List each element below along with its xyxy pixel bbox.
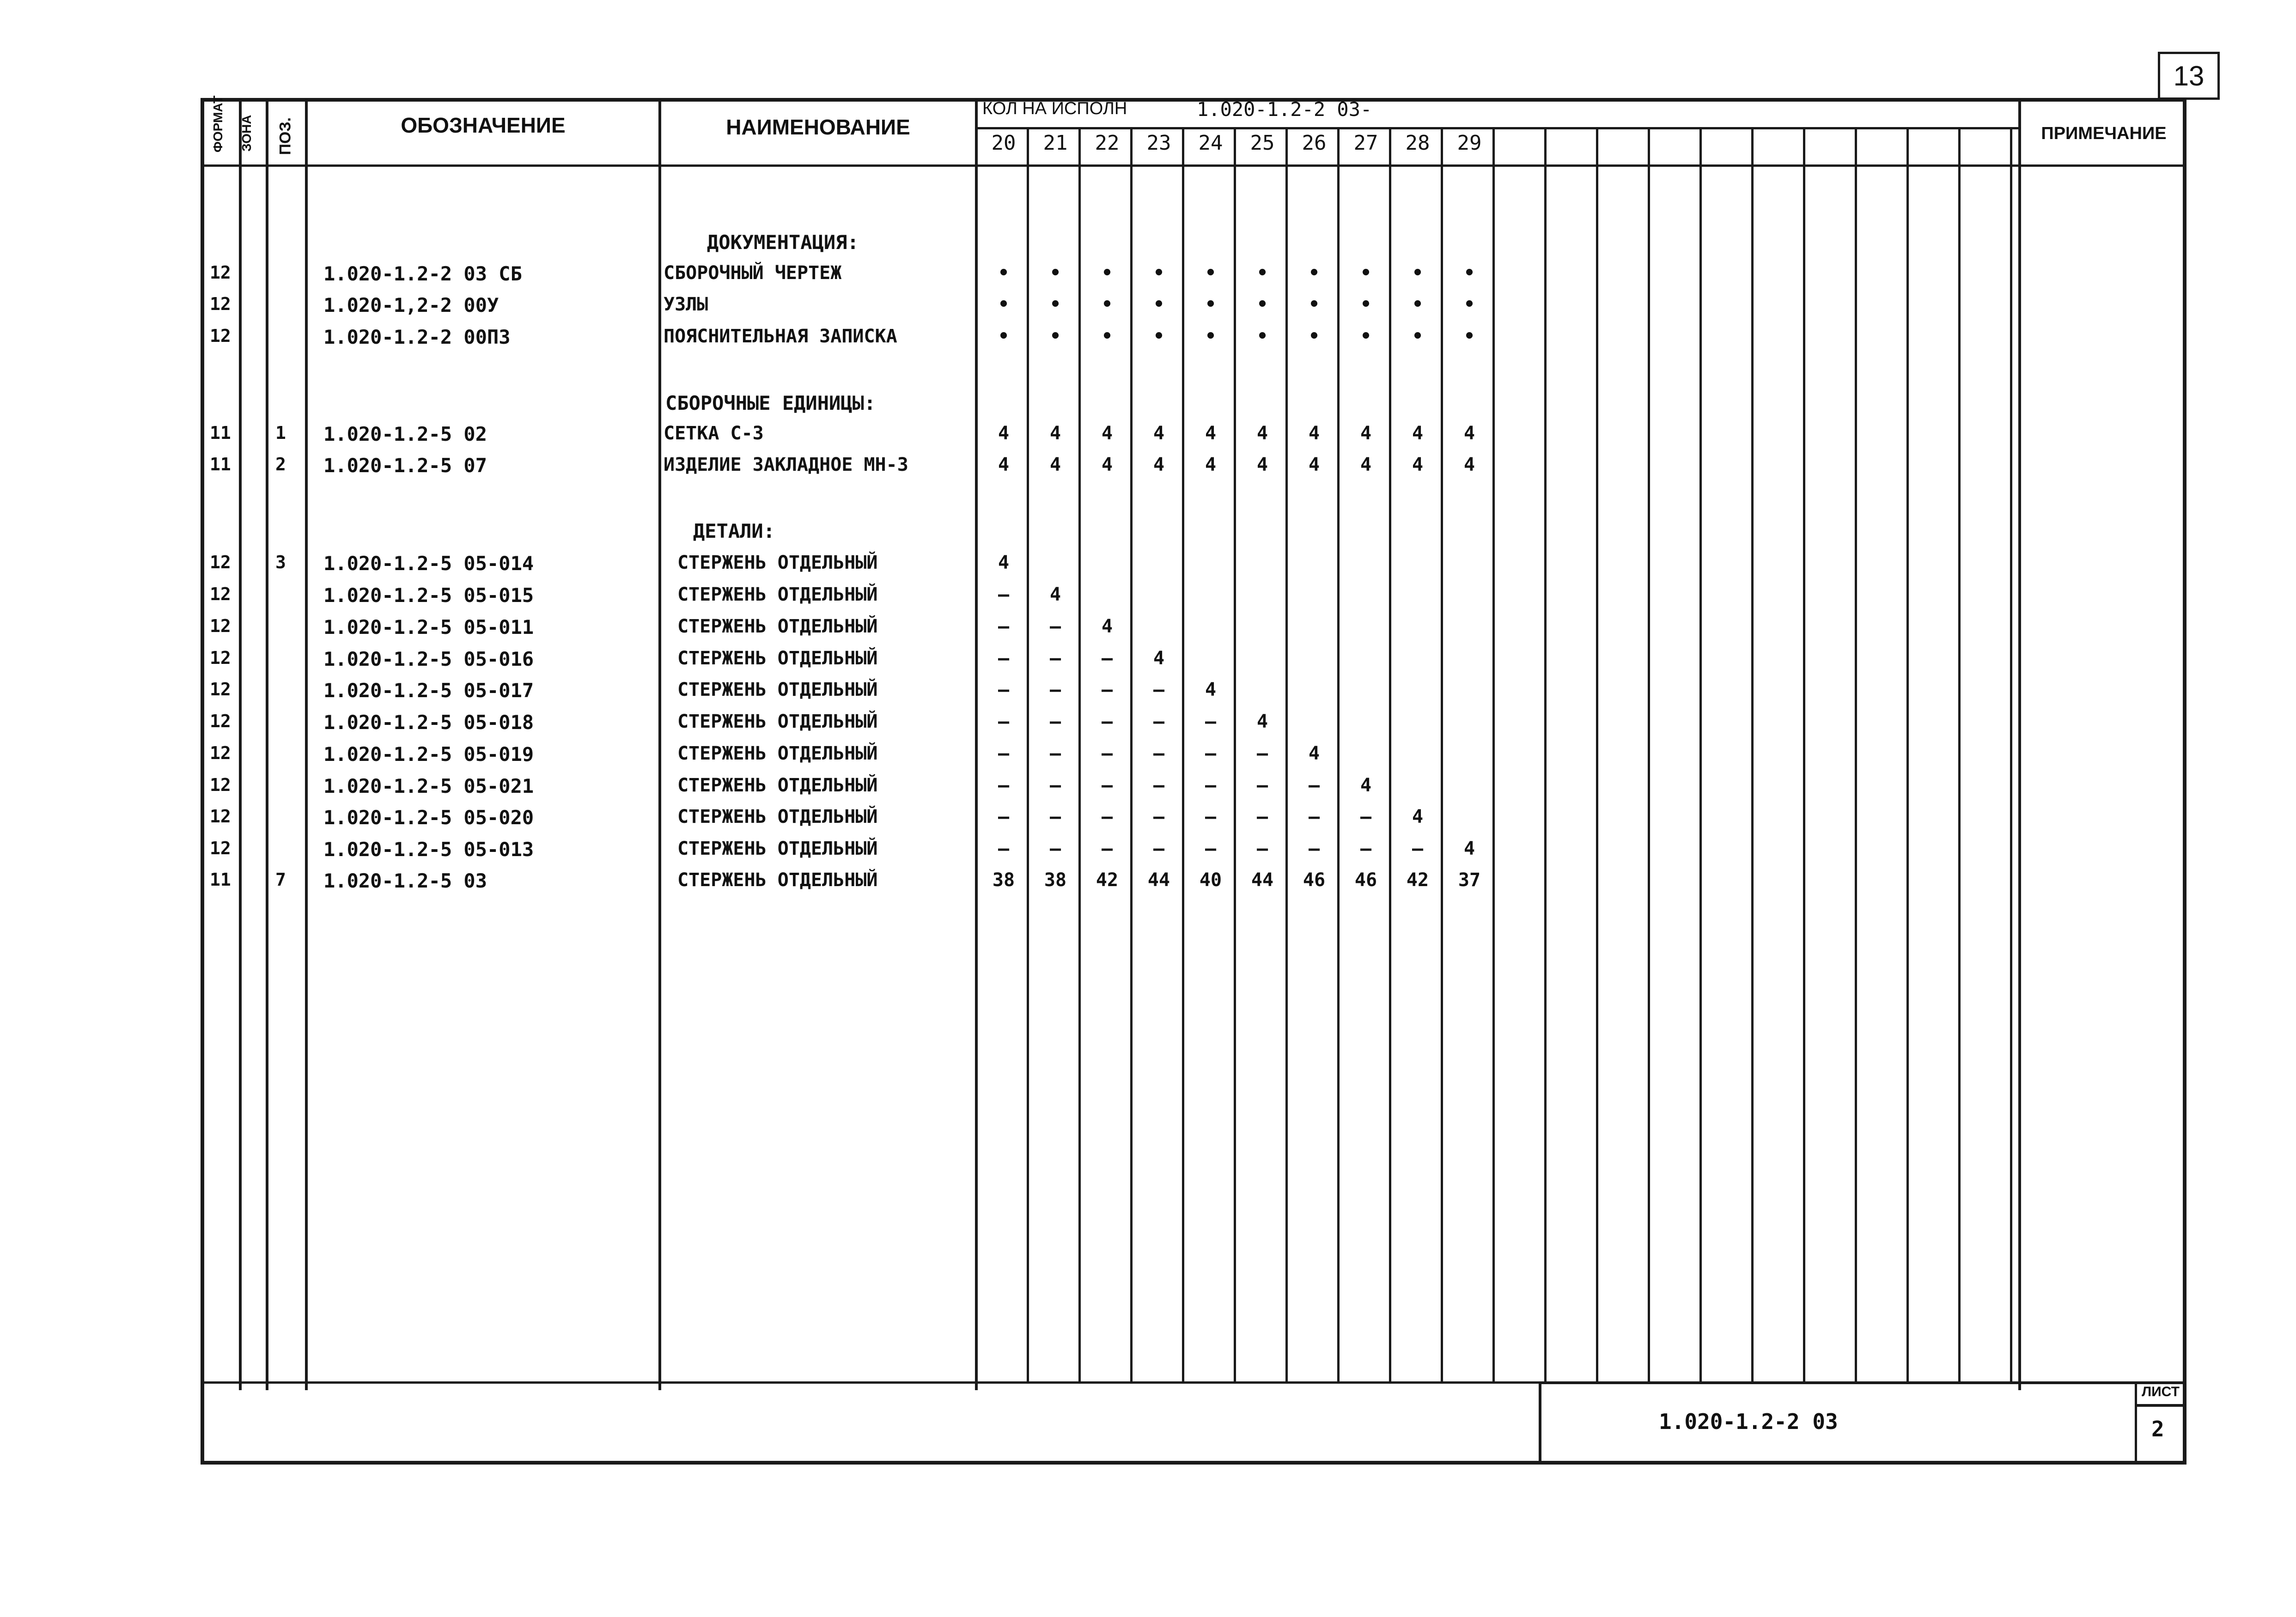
format-cell: 12 [210,743,231,763]
qty-cell: – [998,711,1010,732]
name-cell: СБОРОЧНЫЙ ЧЕРТЕЖ [664,262,842,284]
qty-cell: – [1412,838,1424,859]
qty-cell: – [1049,616,1061,637]
qty-col-divider [1441,127,1443,1382]
qty-cell: – [1360,806,1372,827]
qty-cell: 4 [1153,423,1165,444]
qty-cell: – [1049,806,1061,827]
variant-header: 24 [1198,131,1223,155]
format-cell: 11 [210,423,231,443]
qty-cell: 4 [1205,423,1217,444]
name-cell: СТЕРЖЕНЬ ОТДЕЛЬНЫЙ [677,869,878,891]
format-cell: 11 [210,869,231,890]
designation-cell: 1.020-1.2-5 05-018 [323,711,534,734]
qty-cell: 4 [1412,423,1424,444]
qty-cell: – [998,838,1010,859]
qty-col-divider [1648,127,1650,1382]
qty-cell: • [1256,326,1268,347]
qty-cell: 4 [1463,423,1475,444]
qty-cell: 4 [1360,775,1372,796]
title-block [1539,1381,2186,1465]
qty-cell: – [1256,838,1268,859]
designation-cell: 1.020-1.2-5 05-015 [323,584,534,607]
sheet-number: 2 [2151,1416,2164,1441]
col-divider [658,98,661,1390]
qty-cell: – [1101,648,1113,669]
qty-cell: • [1412,326,1424,347]
qty-cell: – [998,616,1010,637]
qty-cell: • [1360,326,1372,347]
qty-col-divider [1544,127,1547,1382]
qty-cell: • [998,294,1010,315]
name-cell: СЕТКА С-3 [664,423,764,444]
designation-cell: 1.020-1.2-5 05-011 [323,616,534,638]
name-cell: СТЕРЖЕНЬ ОТДЕЛЬНЫЙ [677,552,878,573]
qty-cell: 4 [1256,711,1268,732]
qty-cell: • [1153,262,1165,284]
qty-cell: – [1153,775,1165,796]
qty-cell: 4 [1205,454,1217,475]
variant-header: 27 [1353,131,1378,155]
qty-cell: – [998,775,1010,796]
header-bottom-line [201,164,2186,167]
qty-cell: • [1412,294,1424,315]
qty-cell: 4 [1153,648,1165,669]
name-cell: СТЕРЖЕНЬ ОТДЕЛЬНЫЙ [677,711,878,732]
designation-cell: 1.020-1.2-2 03 СБ [323,262,522,285]
qty-col-divider [2010,127,2012,1382]
qty-cell: – [1101,838,1113,859]
header-qty-label: КОЛ НА ИСПОЛН [982,99,1127,118]
col-divider [305,98,308,1390]
col-divider [2018,98,2021,1390]
variant-header: 23 [1146,131,1171,155]
qty-cell: – [998,743,1010,764]
qty-cell: 4 [1308,454,1320,475]
qty-cell: – [1256,806,1268,827]
format-cell: 12 [210,711,231,731]
qty-cell: 44 [1251,869,1274,891]
qty-cell: • [1412,262,1424,284]
qty-cell: • [1049,294,1061,315]
qty-cell: 37 [1458,869,1481,891]
variant-header: 21 [1043,131,1068,155]
format-cell: 12 [210,294,231,314]
qty-cell: • [1308,262,1320,284]
designation-cell: 1.020-1.2-5 05-014 [323,552,534,575]
name-cell: ИЗДЕЛИЕ ЗАКЛАДНОЕ МН-3 [664,454,908,475]
variant-header: 20 [991,131,1016,155]
designation-cell: 1.020-1.2-5 03 [323,869,487,892]
designation-cell: 1.020-1.2-5 05-021 [323,775,534,797]
qty-cell: • [1463,294,1475,315]
qty-cell: • [1205,326,1217,347]
name-cell: УЗЛЫ [664,294,708,315]
qty-cell: 4 [1101,616,1113,637]
qty-cell: 38 [1044,869,1067,891]
format-cell: 12 [210,775,231,795]
qty-cell: – [1308,806,1320,827]
name-cell: СТЕРЖЕНЬ ОТДЕЛЬНЫЙ [677,679,878,700]
qty-cell: 4 [1463,454,1475,475]
name-cell: СТЕРЖЕНЬ ОТДЕЛЬНЫЙ [677,743,878,764]
qty-cell: – [1153,838,1165,859]
qty-cell: – [1101,743,1113,764]
qty-cell: 4 [998,423,1010,444]
qty-cell: – [1205,775,1217,796]
qty-cell: – [1256,743,1268,764]
qty-cell: 4 [1360,423,1372,444]
header-pos: ПОЗ. [276,117,294,155]
designation-cell: 1.020-1.2-5 05-020 [323,806,534,829]
qty-cell: – [1101,806,1113,827]
qty-cell: – [1049,679,1061,700]
header-zone: ЗОНА [239,115,254,152]
designation-cell: 1.020-1.2-5 07 [323,454,487,477]
format-cell: 12 [210,552,231,572]
format-cell: 12 [210,679,231,699]
qty-cell: • [1256,294,1268,315]
qty-cell: – [1049,648,1061,669]
qty-cell: – [1101,775,1113,796]
qty-cell: 4 [1205,679,1217,700]
qty-cell: – [1205,838,1217,859]
qty-cell: – [1153,806,1165,827]
qty-cell: – [1049,743,1061,764]
qty-cell: – [1256,775,1268,796]
qty-cell: 4 [998,454,1010,475]
qty-subheader-line [975,127,2019,129]
qty-cell: • [1049,326,1061,347]
qty-cell: • [1256,262,1268,284]
designation-cell: 1.020-1,2-2 00У [323,294,499,316]
variant-header: 25 [1250,131,1275,155]
qty-cell: – [1205,743,1217,764]
variant-header: 26 [1302,131,1327,155]
qty-cell: • [998,262,1010,284]
header-qty-base: 1.020-1.2-2 03- [1197,98,1372,121]
qty-cell: – [998,648,1010,669]
qty-cell: – [1049,711,1061,732]
qty-cell: – [1308,838,1320,859]
sheet-label: ЛИСТ [2142,1384,2180,1399]
col-divider [266,98,268,1390]
qty-cell: 46 [1303,869,1326,891]
designation-cell: 1.020-1.2-5 05-013 [323,838,534,861]
qty-cell: – [1360,838,1372,859]
qty-col-divider [1699,127,1702,1382]
qty-cell: – [1205,711,1217,732]
qty-cell: 4 [1049,584,1061,605]
format-cell: 12 [210,262,231,283]
designation-cell: 1.020-1.2-5 05-016 [323,648,534,670]
name-cell: ПОЯСНИТЕЛЬНАЯ ЗАПИСКА [664,326,897,347]
qty-cell: 44 [1147,869,1170,891]
format-cell: 11 [210,454,231,474]
qty-cell: 40 [1199,869,1222,891]
qty-col-divider [1751,127,1754,1382]
qty-cell: • [1049,262,1061,284]
pos-cell: 7 [275,869,286,890]
qty-cell: 4 [1049,454,1061,475]
qty-cell: – [1205,806,1217,827]
format-cell: 12 [210,806,231,827]
qty-cell: 4 [1412,806,1424,827]
qty-cell: 38 [992,869,1015,891]
qty-cell: • [998,326,1010,347]
pos-cell: 2 [275,454,286,474]
pos-cell: 1 [275,423,286,443]
qty-cell: 42 [1096,869,1119,891]
designation-cell: 1.020-1.2-5 05-019 [323,743,534,766]
qty-cell: 4 [998,552,1010,573]
qty-cell: 4 [1256,454,1268,475]
qty-cell: 4 [1463,838,1475,859]
pos-cell: 3 [275,552,286,572]
qty-col-divider [1803,127,1805,1382]
qty-cell: 46 [1354,869,1377,891]
qty-cell: 4 [1308,423,1320,444]
header-note: ПРИМЕЧАНИЕ [2041,124,2167,143]
qty-cell: 4 [1412,454,1424,475]
format-cell: 12 [210,648,231,668]
qty-cell: • [1153,294,1165,315]
qty-col-divider [1389,127,1391,1382]
qty-cell: 4 [1360,454,1372,475]
qty-cell: 4 [1049,423,1061,444]
page-number-stamp [2158,52,2220,100]
variant-header: 22 [1095,131,1120,155]
col-divider [239,98,242,1390]
qty-cell: • [1463,326,1475,347]
qty-col-divider [1855,127,1857,1382]
qty-cell: • [1101,294,1113,315]
section-assemblies: СБОРОЧНЫЕ ЕДИНИЦЫ: [665,392,876,414]
qty-cell: 4 [1256,423,1268,444]
qty-cell: – [1153,679,1165,700]
designation-cell: 1.020-1.2-2 00ПЗ [323,326,511,348]
qty-cell: – [1049,838,1061,859]
designation-cell: 1.020-1.2-5 05-017 [323,679,534,702]
qty-cell: – [1153,711,1165,732]
name-cell: СТЕРЖЕНЬ ОТДЕЛЬНЫЙ [677,648,878,669]
format-cell: 12 [210,326,231,346]
format-cell: 12 [210,616,231,636]
qty-col-divider [1958,127,1961,1382]
section-documentation: ДОКУМЕНТАЦИЯ: [707,231,859,254]
qty-cell: – [1101,679,1113,700]
qty-cell: • [1101,262,1113,284]
qty-cell: • [1463,262,1475,284]
qty-cell: • [1101,326,1113,347]
variant-header: 28 [1405,131,1430,155]
qty-cell: • [1205,294,1217,315]
qty-cell: • [1360,294,1372,315]
page-number: 13 [2173,60,2205,91]
qty-cell: – [1101,711,1113,732]
format-cell: 12 [210,838,231,858]
qty-col-divider [1906,127,1909,1382]
qty-cell: – [1308,775,1320,796]
qty-cell: – [998,584,1010,605]
footer-doc-code: 1.020-1.2-2 03 [1659,1409,1838,1434]
qty-cell: 42 [1406,869,1429,891]
name-cell: СТЕРЖЕНЬ ОТДЕЛЬНЫЙ [677,838,878,859]
section-parts: ДЕТАЛИ: [693,520,775,542]
format-cell: 12 [210,584,231,604]
qty-cell: – [998,806,1010,827]
qty-cell: – [1049,775,1061,796]
qty-cell: – [998,679,1010,700]
qty-cell: 4 [1153,454,1165,475]
qty-col-divider [1492,127,1495,1382]
qty-cell: • [1308,326,1320,347]
name-cell: СТЕРЖЕНЬ ОТДЕЛЬНЫЙ [677,806,878,827]
header-name: НАИМЕНОВАНИЕ [726,115,910,139]
designation-cell: 1.020-1.2-5 02 [323,423,487,445]
qty-cell: • [1360,262,1372,284]
qty-cell: 4 [1308,743,1320,764]
name-cell: СТЕРЖЕНЬ ОТДЕЛЬНЫЙ [677,616,878,637]
name-cell: СТЕРЖЕНЬ ОТДЕЛЬНЫЙ [677,775,878,796]
qty-cell: • [1153,326,1165,347]
header-format: ФОРМАТ [211,95,225,152]
qty-cell: 4 [1101,454,1113,475]
name-cell: СТЕРЖЕНЬ ОТДЕЛЬНЫЙ [677,584,878,605]
variant-header: 29 [1457,131,1482,155]
qty-cell: • [1205,262,1217,284]
qty-cell: • [1308,294,1320,315]
qty-col-divider [1596,127,1598,1382]
qty-cell: – [1153,743,1165,764]
qty-cell: 4 [1101,423,1113,444]
header-designation: ОБОЗНАЧЕНИЕ [401,113,566,137]
